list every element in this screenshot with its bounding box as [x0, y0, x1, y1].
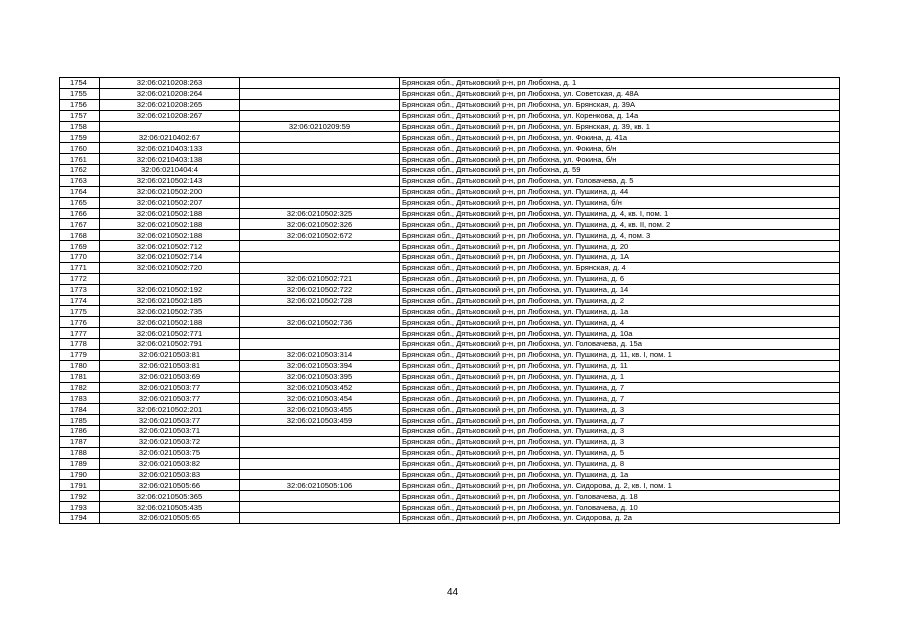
cadastral-number-cell: 32:06:0210404:4 [100, 165, 240, 176]
address-cell: Брянская обл., Дятьковский р-н, рп Любохна, ул. Брянская, д. 4 [400, 262, 840, 273]
row-number-cell: 1784 [60, 404, 100, 415]
address-cell: Брянская обл., Дятьковский р-н, рп Любохна, ул. Пушкина, д. 14 [400, 284, 840, 295]
row-number-cell: 1779 [60, 349, 100, 360]
cadastral-number-cell: 32:06:0210502:714 [100, 252, 240, 263]
object-cadastral-number-cell: 32:06:0210503:395 [240, 371, 400, 382]
table-row [60, 143, 840, 154]
cadastral-number-cell: 32:06:0210503:71 [100, 426, 240, 437]
table-row [60, 371, 840, 382]
cadastral-number-cell: 32:06:0210503:77 [100, 393, 240, 404]
table-row [60, 88, 840, 99]
address-cell: Брянская обл., Дятьковский р-н, рп Любохна, ул. Коренкова, д. 14а [400, 110, 840, 121]
cadastral-number-cell: 32:06:0210503:83 [100, 469, 240, 480]
address-cell: Брянская обл., Дятьковский р-н, рп Любохна, ул. Пушкина, д. 6 [400, 273, 840, 284]
row-number-cell: 1787 [60, 436, 100, 447]
row-number-cell: 1761 [60, 154, 100, 165]
property-registry-table [59, 77, 840, 524]
table-row [60, 230, 840, 241]
cadastral-number-cell: 32:06:0210502:200 [100, 186, 240, 197]
row-number-cell: 1771 [60, 262, 100, 273]
object-cadastral-number-cell: 32:06:0210503:314 [240, 349, 400, 360]
table-row [60, 132, 840, 143]
row-number-cell: 1773 [60, 284, 100, 295]
object-cadastral-number-cell [240, 262, 400, 273]
row-number-cell: 1778 [60, 339, 100, 350]
object-cadastral-number-cell: 32:06:0210505:106 [240, 480, 400, 491]
object-cadastral-number-cell [240, 132, 400, 143]
page-number: 44 [446, 587, 459, 598]
object-cadastral-number-cell [240, 436, 400, 447]
object-cadastral-number-cell: 32:06:0210502:736 [240, 317, 400, 328]
address-cell: Брянская обл., Дятьковский р-н, рп Любохна, ул. Пушкина, д. 3 [400, 404, 840, 415]
address-cell: Брянская обл., Дятьковский р-н, рп Любохна, ул. Пушкина, д. 1А [400, 252, 840, 263]
object-cadastral-number-cell: 32:06:0210503:459 [240, 415, 400, 426]
address-cell: Брянская обл., Дятьковский р-н, рп Любохна, ул. Головачева, д. 15а [400, 339, 840, 350]
table-row [60, 121, 840, 132]
cadastral-number-cell: 32:06:0210502:188 [100, 317, 240, 328]
table-row [60, 306, 840, 317]
object-cadastral-number-cell [240, 99, 400, 110]
table-row [60, 252, 840, 263]
row-number-cell: 1755 [60, 88, 100, 99]
cadastral-number-cell: 32:06:0210502:791 [100, 339, 240, 350]
address-cell: Брянская обл., Дятьковский р-н, рп Любохна, д. 1 [400, 78, 840, 89]
cadastral-number-cell: 32:06:0210403:133 [100, 143, 240, 154]
table-row [60, 208, 840, 219]
address-cell: Брянская обл., Дятьковский р-н, рп Любохна, д. 59 [400, 165, 840, 176]
table-row [60, 197, 840, 208]
cadastral-number-cell: 32:06:0210502:712 [100, 241, 240, 252]
object-cadastral-number-cell: 32:06:0210502:672 [240, 230, 400, 241]
address-cell: Брянская обл., Дятьковский р-н, рп Любохна, ул. Пушкина, д. 7 [400, 393, 840, 404]
row-number-cell: 1754 [60, 78, 100, 89]
address-cell: Брянская обл., Дятьковский р-н, рп Любохна, ул. Пушкина, д. 3 [400, 426, 840, 437]
cadastral-number-cell: 32:06:0210502:771 [100, 328, 240, 339]
address-cell: Брянская обл., Дятьковский р-н, рп Любохна, ул. Головачева, д. 5 [400, 175, 840, 186]
row-number-cell: 1756 [60, 99, 100, 110]
table-row [60, 513, 840, 524]
object-cadastral-number-cell [240, 426, 400, 437]
row-number-cell: 1776 [60, 317, 100, 328]
row-number-cell: 1788 [60, 447, 100, 458]
address-cell: Брянская обл., Дятьковский р-н, рп Любохна, ул. Пушкина, д. 3 [400, 436, 840, 447]
row-number-cell: 1767 [60, 219, 100, 230]
row-number-cell: 1791 [60, 480, 100, 491]
cadastral-number-cell: 32:06:0210502:143 [100, 175, 240, 186]
cadastral-number-cell: 32:06:0210208:264 [100, 88, 240, 99]
object-cadastral-number-cell [240, 78, 400, 89]
registry-table-body [60, 78, 840, 524]
cadastral-number-cell: 32:06:0210402:67 [100, 132, 240, 143]
row-number-cell: 1781 [60, 371, 100, 382]
address-cell: Брянская обл., Дятьковский р-н, рп Любохна, ул. Пушкина, д. 44 [400, 186, 840, 197]
cadastral-number-cell: 32:06:0210503:75 [100, 447, 240, 458]
address-cell: Брянская обл., Дятьковский р-н, рп Любохна, ул. Фокина, д. 41а [400, 132, 840, 143]
address-cell: Брянская обл., Дятьковский р-н, рп Любохна, ул. Пушкина, д. 10а [400, 328, 840, 339]
row-number-cell: 1777 [60, 328, 100, 339]
row-number-cell: 1794 [60, 513, 100, 524]
object-cadastral-number-cell [240, 447, 400, 458]
address-cell: Брянская обл., Дятьковский р-н, рп Любохна, ул. Пушкина, д. 2 [400, 295, 840, 306]
table-row [60, 491, 840, 502]
cadastral-number-cell: 32:06:0210503:77 [100, 382, 240, 393]
cadastral-number-cell: 32:06:0210502:720 [100, 262, 240, 273]
address-cell: Брянская обл., Дятьковский р-н, рп Любохна, ул. Пушкина, д. 11 [400, 360, 840, 371]
address-cell: Брянская обл., Дятьковский р-н, рп Любохна, ул. Брянская, д. 39, кв. 1 [400, 121, 840, 132]
row-number-cell: 1774 [60, 295, 100, 306]
table-row [60, 415, 840, 426]
cadastral-number-cell: 32:06:0210503:81 [100, 360, 240, 371]
table-row [60, 219, 840, 230]
cadastral-number-cell: 32:06:0210502:188 [100, 208, 240, 219]
row-number-cell: 1769 [60, 241, 100, 252]
row-number-cell: 1768 [60, 230, 100, 241]
table-row [60, 241, 840, 252]
row-number-cell: 1783 [60, 393, 100, 404]
address-cell: Брянская обл., Дятьковский р-н, рп Любохна, ул. Пушкина, д. 20 [400, 241, 840, 252]
object-cadastral-number-cell [240, 502, 400, 513]
table-row [60, 469, 840, 480]
table-row [60, 404, 840, 415]
cadastral-number-cell: 32:06:0210505:435 [100, 502, 240, 513]
object-cadastral-number-cell: 32:06:0210209:59 [240, 121, 400, 132]
row-number-cell: 1758 [60, 121, 100, 132]
address-cell: Брянская обл., Дятьковский р-н, рп Любохна, ул. Пушкина, д. 7 [400, 415, 840, 426]
cadastral-number-cell [100, 273, 240, 284]
object-cadastral-number-cell [240, 491, 400, 502]
row-number-cell: 1790 [60, 469, 100, 480]
table-row [60, 382, 840, 393]
row-number-cell: 1765 [60, 197, 100, 208]
object-cadastral-number-cell [240, 241, 400, 252]
address-cell: Брянская обл., Дятьковский р-н, рп Любохна, ул. Пушкина, б/н [400, 197, 840, 208]
cadastral-number-cell: 32:06:0210502:185 [100, 295, 240, 306]
cadastral-number-cell: 32:06:0210502:201 [100, 404, 240, 415]
object-cadastral-number-cell [240, 513, 400, 524]
address-cell: Брянская обл., Дятьковский р-н, рп Любохна, ул. Сидорова, д. 2, кв. I, пом. 1 [400, 480, 840, 491]
object-cadastral-number-cell: 32:06:0210502:325 [240, 208, 400, 219]
table-row [60, 99, 840, 110]
object-cadastral-number-cell [240, 197, 400, 208]
cadastral-number-cell: 32:06:0210502:188 [100, 219, 240, 230]
table-row [60, 154, 840, 165]
address-cell: Брянская обл., Дятьковский р-н, рп Любохна, ул. Пушкина, д. 11, кв. I, пом. 1 [400, 349, 840, 360]
cadastral-number-cell: 32:06:0210403:138 [100, 154, 240, 165]
object-cadastral-number-cell [240, 175, 400, 186]
object-cadastral-number-cell: 32:06:0210502:728 [240, 295, 400, 306]
cadastral-number-cell: 32:06:0210502:188 [100, 230, 240, 241]
row-number-cell: 1762 [60, 165, 100, 176]
row-number-cell: 1792 [60, 491, 100, 502]
cadastral-number-cell: 32:06:0210503:69 [100, 371, 240, 382]
cadastral-number-cell: 32:06:0210502:735 [100, 306, 240, 317]
table-row [60, 262, 840, 273]
address-cell: Брянская обл., Дятьковский р-н, рп Любохна, ул. Брянская, д. 39А [400, 99, 840, 110]
object-cadastral-number-cell: 32:06:0210502:326 [240, 219, 400, 230]
object-cadastral-number-cell [240, 252, 400, 263]
address-cell: Брянская обл., Дятьковский р-н, рп Любохна, ул. Головачева, д. 10 [400, 502, 840, 513]
table-row [60, 328, 840, 339]
row-number-cell: 1760 [60, 143, 100, 154]
object-cadastral-number-cell [240, 165, 400, 176]
object-cadastral-number-cell [240, 339, 400, 350]
object-cadastral-number-cell [240, 88, 400, 99]
row-number-cell: 1785 [60, 415, 100, 426]
cadastral-number-cell: 32:06:0210503:72 [100, 436, 240, 447]
object-cadastral-number-cell: 32:06:0210502:721 [240, 273, 400, 284]
row-number-cell: 1780 [60, 360, 100, 371]
object-cadastral-number-cell: 32:06:0210503:455 [240, 404, 400, 415]
row-number-cell: 1782 [60, 382, 100, 393]
row-number-cell: 1789 [60, 458, 100, 469]
table-row [60, 317, 840, 328]
table-row [60, 110, 840, 121]
address-cell: Брянская обл., Дятьковский р-н, рп Любохна, ул. Советская, д. 48А [400, 88, 840, 99]
table-row [60, 393, 840, 404]
table-row [60, 447, 840, 458]
object-cadastral-number-cell [240, 306, 400, 317]
address-cell: Брянская обл., Дятьковский р-н, рп Любохна, ул. Фокина, б/н [400, 143, 840, 154]
row-number-cell: 1766 [60, 208, 100, 219]
cadastral-number-cell [100, 121, 240, 132]
table-row [60, 436, 840, 447]
object-cadastral-number-cell: 32:06:0210503:454 [240, 393, 400, 404]
table-row [60, 295, 840, 306]
table-row [60, 284, 840, 295]
address-cell: Брянская обл., Дятьковский р-н, рп Любохна, ул. Фокина, б/н [400, 154, 840, 165]
address-cell: Брянская обл., Дятьковский р-н, рп Любохна, ул. Головачева, д. 18 [400, 491, 840, 502]
address-cell: Брянская обл., Дятьковский р-н, рп Любохна, ул. Пушкина, д. 8 [400, 458, 840, 469]
cadastral-number-cell: 32:06:0210503:77 [100, 415, 240, 426]
table-row [60, 339, 840, 350]
object-cadastral-number-cell [240, 143, 400, 154]
row-number-cell: 1775 [60, 306, 100, 317]
cadastral-number-cell: 32:06:0210505:65 [100, 513, 240, 524]
cadastral-number-cell: 32:06:0210503:82 [100, 458, 240, 469]
address-cell: Брянская обл., Дятьковский р-н, рп Любохна, ул. Пушкина, д. 7 [400, 382, 840, 393]
address-cell: Брянская обл., Дятьковский р-н, рп Любохна, ул. Пушкина, д. 4, пом. 3 [400, 230, 840, 241]
address-cell: Брянская обл., Дятьковский р-н, рп Любохна, ул. Пушкина, д. 1а [400, 306, 840, 317]
address-cell: Брянская обл., Дятьковский р-н, рп Любохна, ул. Пушкина, д. 4, кв. I, пом. 1 [400, 208, 840, 219]
table-row [60, 349, 840, 360]
row-number-cell: 1770 [60, 252, 100, 263]
object-cadastral-number-cell: 32:06:0210502:722 [240, 284, 400, 295]
table-row [60, 186, 840, 197]
address-cell: Брянская обл., Дятьковский р-н, рп Любохна, ул. Пушкина, д. 4 [400, 317, 840, 328]
row-number-cell: 1759 [60, 132, 100, 143]
cadastral-number-cell: 32:06:0210208:267 [100, 110, 240, 121]
cadastral-number-cell: 32:06:0210208:263 [100, 78, 240, 89]
object-cadastral-number-cell [240, 110, 400, 121]
table-row [60, 480, 840, 491]
row-number-cell: 1772 [60, 273, 100, 284]
table-row [60, 78, 840, 89]
address-cell: Брянская обл., Дятьковский р-н, рп Любохна, ул. Сидорова, д. 2а [400, 513, 840, 524]
object-cadastral-number-cell [240, 186, 400, 197]
cadastral-number-cell: 32:06:0210208:265 [100, 99, 240, 110]
cadastral-number-cell: 32:06:0210502:207 [100, 197, 240, 208]
row-number-cell: 1786 [60, 426, 100, 437]
cadastral-number-cell: 32:06:0210503:81 [100, 349, 240, 360]
object-cadastral-number-cell [240, 469, 400, 480]
table-row [60, 502, 840, 513]
table-row [60, 458, 840, 469]
row-number-cell: 1793 [60, 502, 100, 513]
cadastral-number-cell: 32:06:0210505:66 [100, 480, 240, 491]
row-number-cell: 1763 [60, 175, 100, 186]
address-cell: Брянская обл., Дятьковский р-н, рп Любохна, ул. Пушкина, д. 1а [400, 469, 840, 480]
table-row [60, 426, 840, 437]
cadastral-number-cell: 32:06:0210502:192 [100, 284, 240, 295]
object-cadastral-number-cell [240, 328, 400, 339]
table-row [60, 273, 840, 284]
address-cell: Брянская обл., Дятьковский р-н, рп Любохна, ул. Пушкина, д. 1 [400, 371, 840, 382]
address-cell: Брянская обл., Дятьковский р-н, рп Любохна, ул. Пушкина, д. 5 [400, 447, 840, 458]
object-cadastral-number-cell [240, 154, 400, 165]
row-number-cell: 1764 [60, 186, 100, 197]
object-cadastral-number-cell: 32:06:0210503:452 [240, 382, 400, 393]
row-number-cell: 1757 [60, 110, 100, 121]
table-row [60, 360, 840, 371]
object-cadastral-number-cell [240, 458, 400, 469]
table-row [60, 165, 840, 176]
object-cadastral-number-cell: 32:06:0210503:394 [240, 360, 400, 371]
cadastral-number-cell: 32:06:0210505:365 [100, 491, 240, 502]
table-row [60, 175, 840, 186]
address-cell: Брянская обл., Дятьковский р-н, рп Любохна, ул. Пушкина, д. 4, кв. II, пом. 2 [400, 219, 840, 230]
